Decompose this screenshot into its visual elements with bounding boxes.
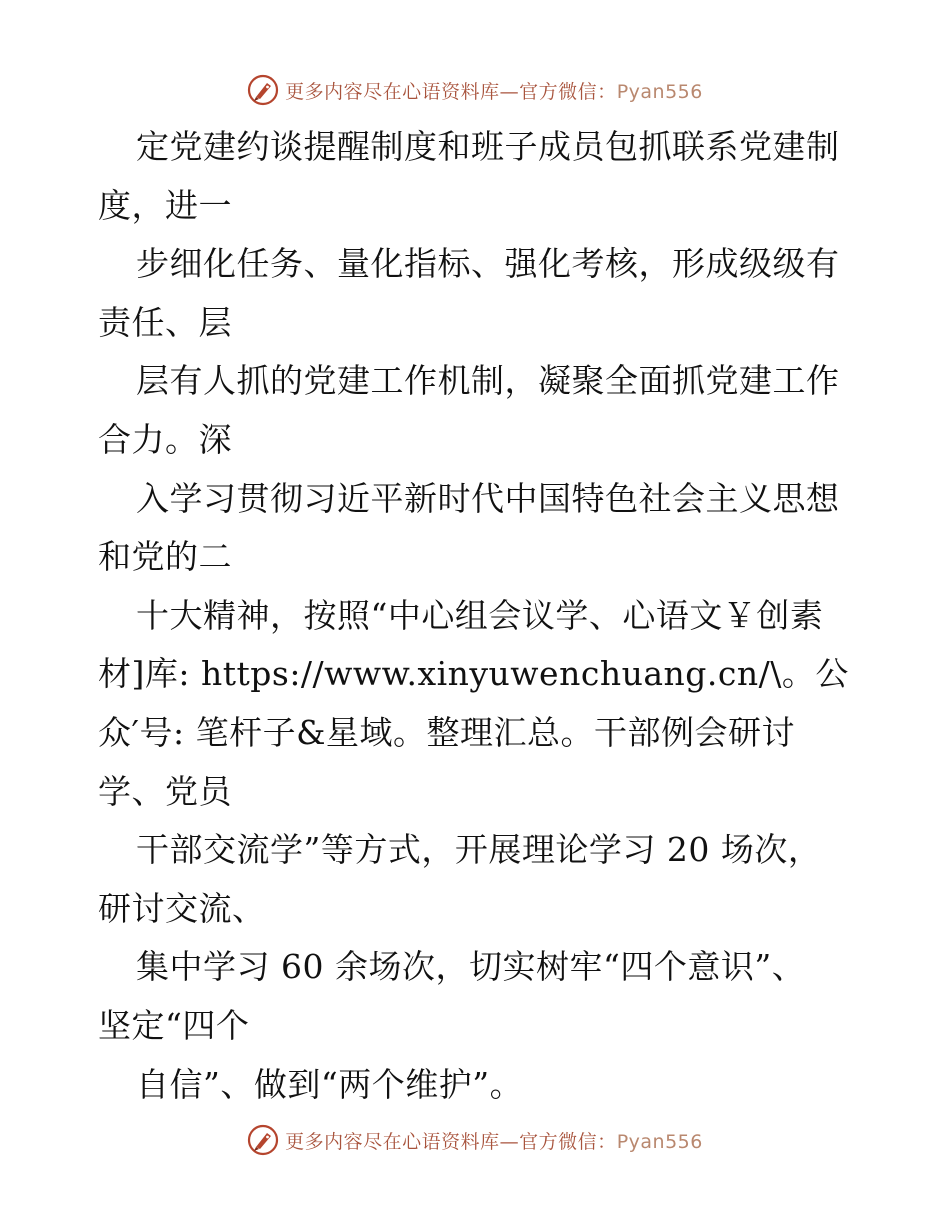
header-wechat-id: Pyan556	[616, 80, 703, 103]
text-line: 研讨交流、	[98, 888, 266, 928]
header-separator: —	[499, 80, 520, 103]
header-brand-text: 更多内容尽在心语资料库	[285, 80, 500, 103]
footer-wechat-label: 官方微信：	[519, 1130, 617, 1153]
text-line: 众′号: 笔杆子&星域。整理汇总。干部例会研讨	[98, 712, 795, 752]
pen-nib-logo-icon	[247, 74, 279, 106]
footer-wechat-id: Pyan556	[616, 1130, 703, 1153]
header-banner	[0, 70, 950, 110]
text-line: 自信”、做到“两个维护”。	[136, 1064, 524, 1104]
text-line: 和党的二	[98, 537, 232, 577]
text-line: 步细化任务、量化指标、强化考核，形成级级有	[136, 244, 840, 284]
text-line: 责任、层	[98, 302, 232, 342]
pen-nib-logo-icon	[247, 1124, 279, 1156]
text-line: 度，进一	[98, 185, 232, 225]
text-line: 层有人抓的党建工作机制，凝聚全面抓党建工作	[136, 361, 840, 401]
header-brand	[285, 77, 703, 104]
text-line: 十大精神，按照“中心组会议学、心语文￥创素	[136, 595, 824, 635]
footer-brand-text: 更多内容尽在心语资料库	[285, 1130, 500, 1153]
text-line: 材]库: https://www.xinyuwenchuang.cn/\。公	[98, 654, 849, 694]
footer-banner	[0, 1120, 950, 1160]
text-line: 入学习贯彻习近平新时代中国特色社会主义思想	[136, 478, 840, 518]
text-line: 定党建约谈提醒制度和班子成员包抓联系党建制	[136, 127, 840, 166]
text-line: 合力。深	[98, 419, 232, 459]
text-line: 干部交流学”等方式，开展理论学习 20 场次，	[136, 830, 822, 870]
footer-brand	[285, 1127, 703, 1154]
text-line: 坚定“四个	[98, 1005, 250, 1045]
footer-separator: —	[499, 1130, 520, 1153]
header-wechat-label: 官方微信：	[519, 80, 617, 103]
text-line: 学、党员	[98, 771, 232, 811]
document-body	[98, 118, 858, 1114]
text-line: 集中学习 60 余场次，切实树牢“四个意识”、	[136, 947, 806, 987]
